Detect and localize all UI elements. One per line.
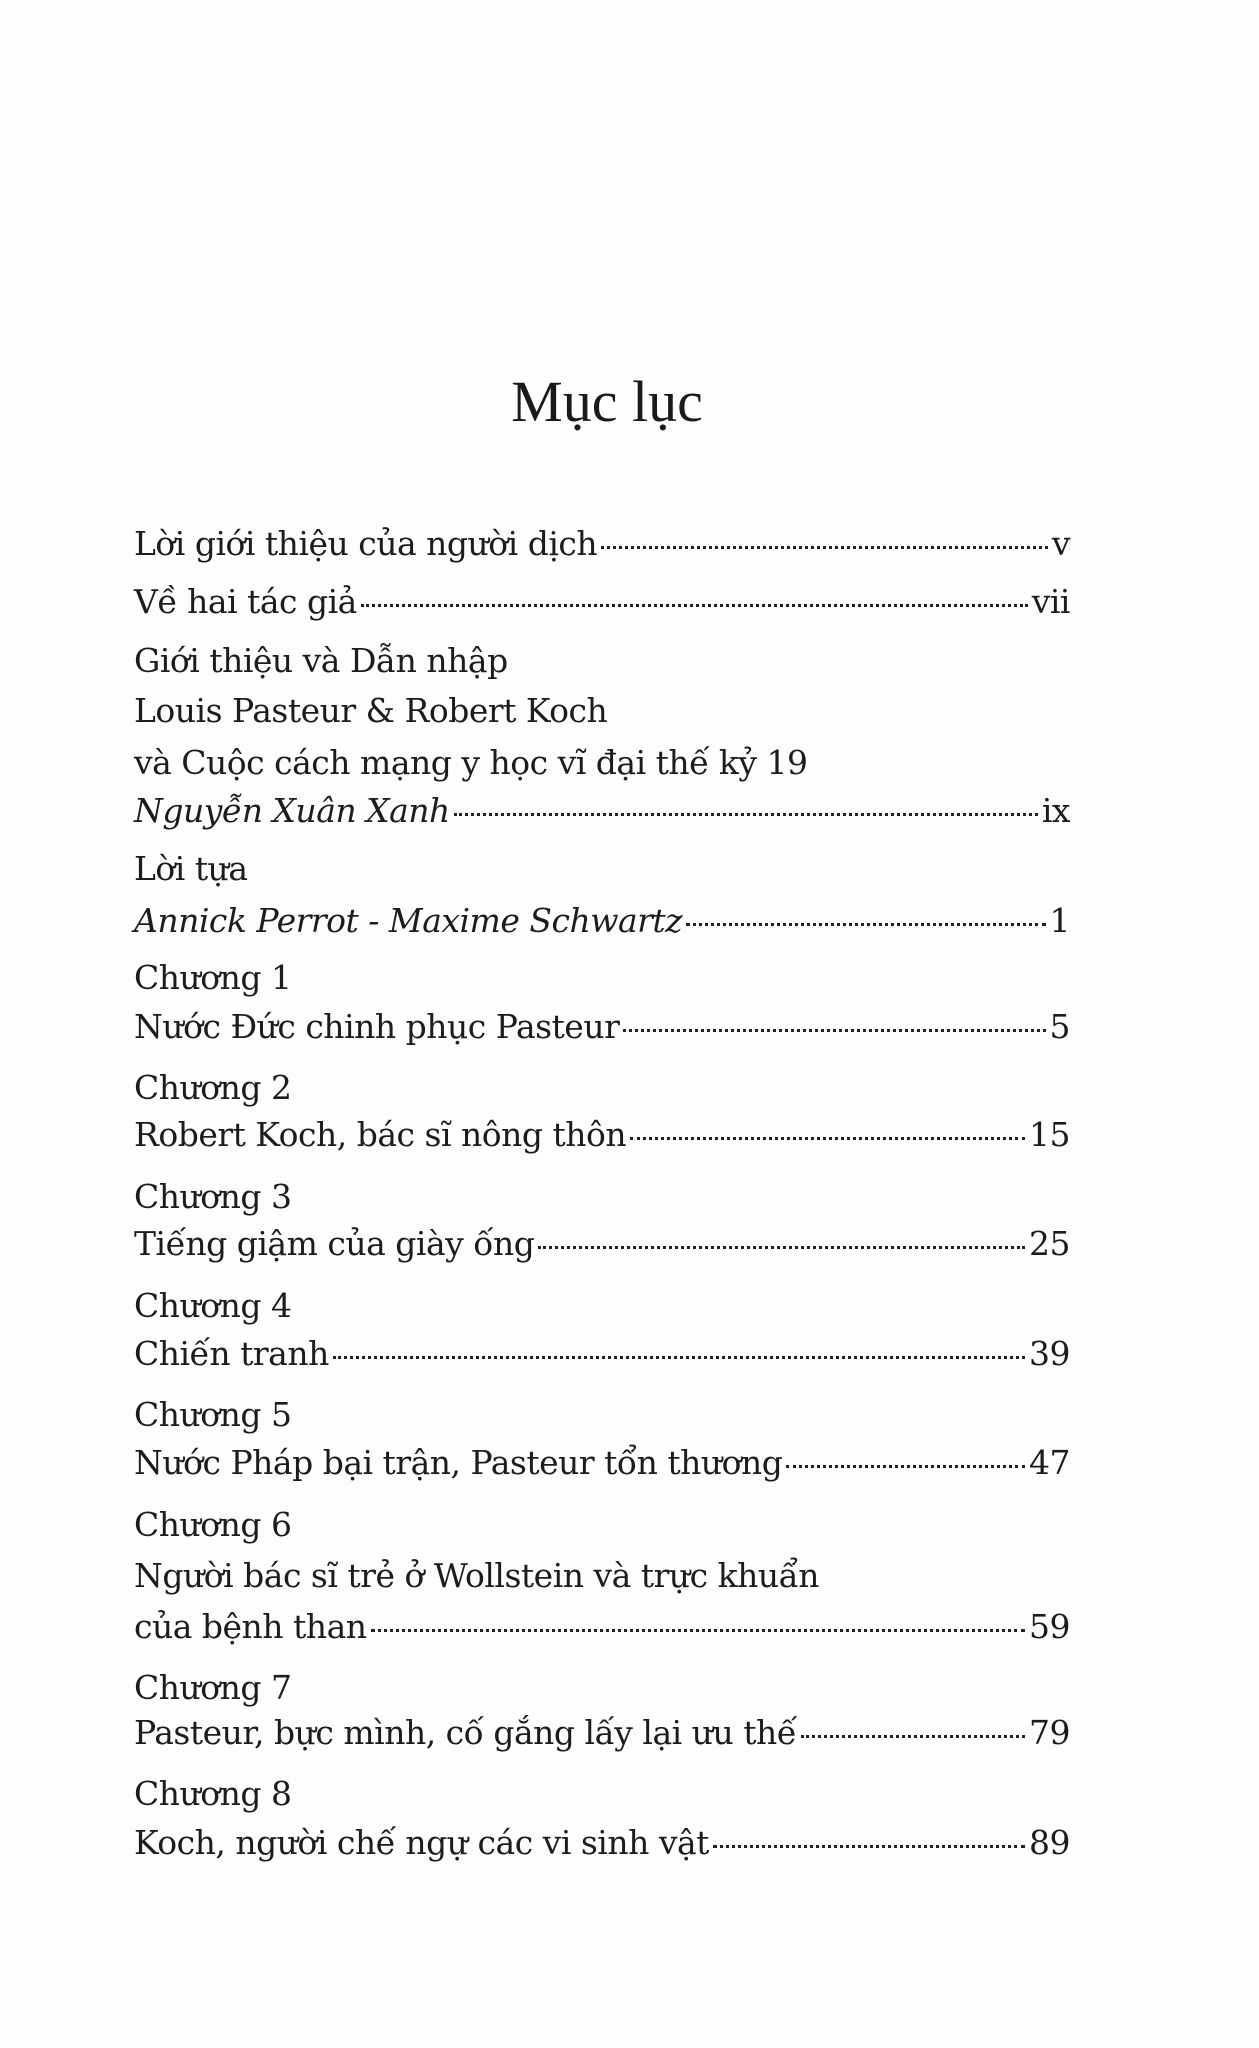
- toc-entry: [134, 690, 1070, 732]
- toc-entry: [134, 1555, 1070, 1597]
- toc-entry-page: 1: [1049, 901, 1070, 940]
- toc-entry-label: Chương 7: [134, 1668, 292, 1707]
- toc-entry-page: vii: [1031, 582, 1070, 621]
- toc-entry-label: Robert Koch, bác sĩ nông thôn: [134, 1115, 627, 1154]
- toc-entry: [134, 523, 1070, 565]
- dot-leader: [713, 1845, 1025, 1848]
- toc-entry-label: Annick Perrot - Maxime Schwartz: [134, 901, 683, 940]
- toc-entry-page: v: [1051, 524, 1070, 563]
- toc-entry: [134, 957, 1070, 999]
- toc-entry: [134, 1285, 1070, 1327]
- toc-entry: [134, 1773, 1070, 1815]
- toc-entry-label: Lời giới thiệu của người dịch: [134, 524, 598, 563]
- toc-entry-label: Chương 8: [134, 1774, 292, 1813]
- toc-entry-label: của bệnh than: [134, 1607, 367, 1646]
- toc-entry-label: Chương 2: [134, 1068, 292, 1107]
- toc-entry: [134, 1394, 1070, 1436]
- page-title: Mục lục: [511, 369, 703, 434]
- toc-entry: [134, 790, 1070, 832]
- dot-leader: [454, 813, 1038, 816]
- toc-entry: [134, 848, 1070, 890]
- toc-entry-label: Lời tựa: [134, 849, 248, 888]
- toc-entry: [134, 1223, 1070, 1265]
- toc-entry-page: ix: [1041, 791, 1070, 830]
- toc-entry: [134, 1067, 1070, 1109]
- toc-entry-label: Người bác sĩ trẻ ở Wollstein và trực khuẩn: [134, 1556, 820, 1595]
- toc-entry-page: 89: [1029, 1823, 1070, 1862]
- toc-entry: [134, 581, 1070, 623]
- toc-entry: [134, 1176, 1070, 1218]
- toc-entry-label: và Cuộc cách mạng y học vĩ đại thế kỷ 19: [134, 743, 808, 782]
- toc-entry-label: Chiến tranh: [134, 1334, 329, 1373]
- toc-entry-page: 15: [1029, 1115, 1070, 1154]
- toc-entry: [134, 742, 1070, 784]
- dot-leader: [601, 546, 1048, 549]
- toc-entry: [134, 1006, 1070, 1048]
- toc-entry: [134, 1606, 1070, 1648]
- toc-entry: [134, 1822, 1070, 1864]
- toc-entry-label: Tiếng giậm của giày ống: [134, 1224, 535, 1263]
- dot-leader: [786, 1465, 1025, 1468]
- toc-entry-label: Pasteur, bực mình, cố gắng lấy lại ưu thế: [134, 1713, 797, 1752]
- toc-entry-label: Chương 3: [134, 1177, 292, 1216]
- dot-leader: [623, 1029, 1045, 1032]
- toc-entry: [134, 1667, 1070, 1709]
- toc-entry: [134, 1504, 1070, 1546]
- toc-entry-label: Giới thiệu và Dẫn nhập: [134, 641, 508, 680]
- toc-entry: [134, 1114, 1070, 1156]
- toc-entry-label: Chương 1: [134, 958, 292, 997]
- toc-entry-label: Về hai tác giả: [134, 582, 357, 621]
- toc-entry: [134, 1442, 1070, 1484]
- dot-leader: [801, 1735, 1025, 1738]
- toc-entry-label: Louis Pasteur & Robert Koch: [134, 691, 608, 730]
- toc-entry-page: 59: [1029, 1607, 1070, 1646]
- dot-leader: [686, 923, 1045, 926]
- toc-entry-label: Chương 5: [134, 1395, 292, 1434]
- toc-entry-page: 39: [1029, 1334, 1070, 1373]
- toc-entry-page: 25: [1029, 1224, 1070, 1263]
- toc-entry-page: 47: [1029, 1443, 1070, 1482]
- dot-leader: [333, 1356, 1025, 1359]
- toc-entry-page: 5: [1049, 1007, 1070, 1046]
- toc-entry: [134, 900, 1070, 942]
- toc-entry-label: Chương 4: [134, 1286, 292, 1325]
- toc-entry-label: Chương 6: [134, 1505, 292, 1544]
- toc-entry: [134, 640, 1070, 682]
- toc-entry: [134, 1712, 1070, 1754]
- dot-leader: [538, 1246, 1025, 1249]
- toc-entry-label: Nguyễn Xuân Xanh: [134, 791, 450, 830]
- dot-leader: [630, 1137, 1025, 1140]
- dot-leader: [361, 604, 1028, 607]
- toc-entry-page: 79: [1029, 1713, 1070, 1752]
- toc-entry: [134, 1333, 1070, 1375]
- toc-entry-label: Koch, người chế ngự các vi sinh vật: [134, 1823, 709, 1862]
- toc-entry-label: Nước Đức chinh phục Pasteur: [134, 1007, 620, 1046]
- toc-entry-label: Nước Pháp bại trận, Pasteur tổn thương: [134, 1443, 783, 1482]
- dot-leader: [371, 1629, 1026, 1632]
